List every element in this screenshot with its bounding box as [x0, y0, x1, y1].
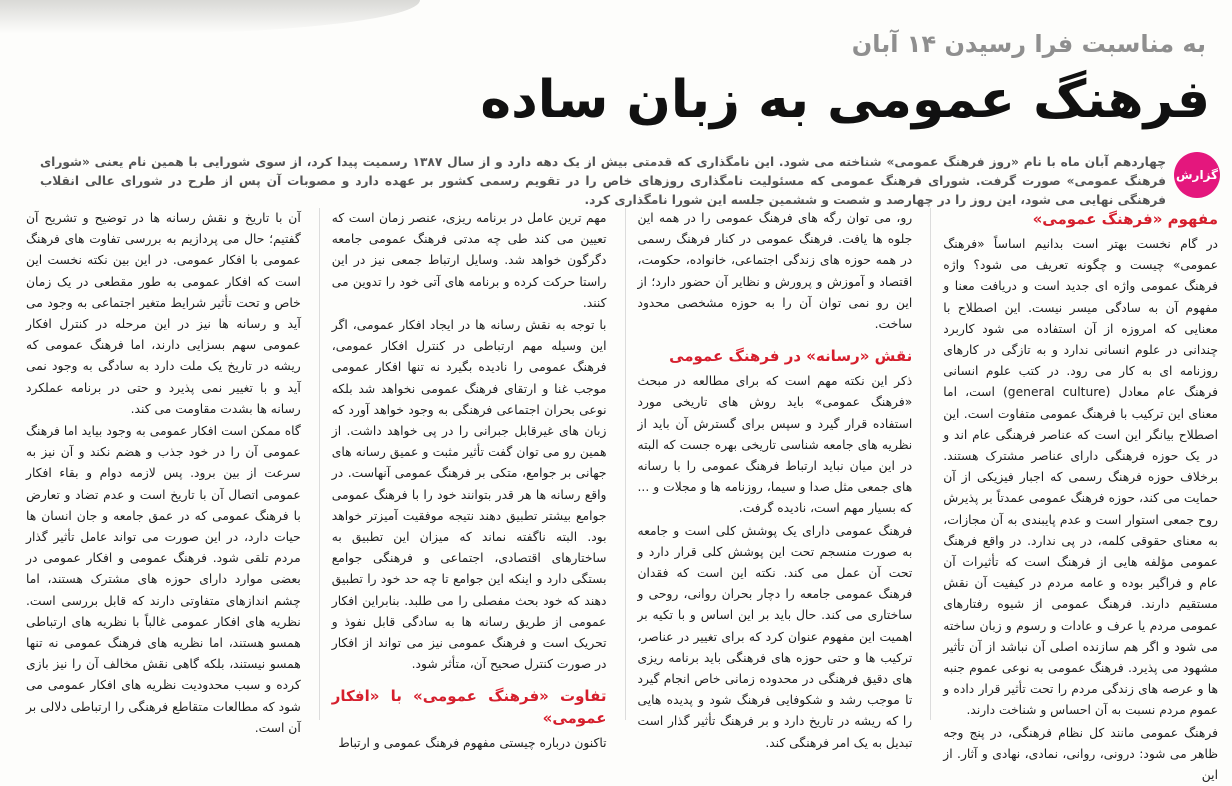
paragraph: گاه ممکن است افکار عمومی به وجود بیاید اما فرهنگ عمومی آن را در خود جذب و هضم نکند و آن نیز به سرعت از بین برود. پس لازمه دوام و بقاء افکار عمومی اتصال آن با تاریخ است و عدم تضاد و تعارض با فرهنگ عمومی که در عمق جامعه و جان انسان ها حیات دارد، در این صورت می تواند عامل تأثیر گذار مردم تلقی شود. فرهنگ عمومی و افکار عمومی در بعضی موارد دارای حوزه های مشترک هستند، اما چشم اندازهای متفاوتی دارند که قابل بررسی است. نظریه های افکار عمومی غالباً با نظریه های ارتباطی همسو هستند، اما نظریه های فرهنگ عمومی نه تنها همسو نیستند، بلکه گاهی نقش مخالف آن را نیز بازی کرده و سبب محدودیت نظریه های افکار عمومی می شود که مطالعات متقاطع فرهنگی را ارتباطی دلالی بر آن است.	[26, 424, 301, 735]
article-column-1	[930, 208, 1218, 783]
paragraph: فرهنگ عمومی دارای یک پوشش کلی است و جامعه به صورت منسجم تحت این پوشش کلی قرار دارد و تحت آن عمل می کند. نکته این است که فقدان فرهنگ عمومی جامعه را دچار بحران روانی، روحی و ساختاری می کند. حال باید بر این اساس و با تکیه بر اهمیت این مفهوم عنوان کرد که برای تغییر در عناصر، ترکیب ها و حتی حوزه های فرهنگی باید برنامه ریزی های دقیق فرهنگی در محدوده زمانی خاص انجام گیرد تا موجب رشد و شکوفایی فرهنگ شود و پدیده هایی را که ریشه در تاریخ دارد و بر فرهنگ تأثیر گذار است تبدیل به یک امر فرهنگی کند.	[637, 523, 913, 750]
paragraph: فرهنگ عمومی مانند کل نظام فرهنگی، در پنج وجه ظاهر می شود: درونی، روانی، نمادی، نهادی و آثار. از این	[943, 725, 1218, 783]
paragraph: رو، می توان رگه های فرهنگ عمومی را در همه این جلوه ها یافت. فرهنگ عمومی در کنار فرهنگ رسمی در همه حوزه های زندگی اجتماعی، خانواده، حکومت، اقتصاد و آموزش و پرورش و نظایر آن حضور دارد؛ از این رو نمی توان آن را به حوزه مشخصی محدود ساخت.	[637, 211, 913, 332]
subheading: نقش «رسانه» در فرهنگ عمومی	[669, 347, 913, 366]
page-fold-shadow	[0, 0, 420, 34]
lead-paragraph: چهاردهم آبان ماه با نام «روز فرهنگ عمومی» شناخته می شود. این نامگذاری که قدمتی بیش از یک دهه دارد و از سال ۱۳۸۷ رسمیت پیدا کرد، از سوی شورایی با همین نام یعنی «شورای فرهنگ عمومی» صورت گرفت. شورای فرهنگ عمومی که مسئولیت نامگذاری روزهای خاص را در تقویم رسمی کشور بر عهده دارد و مصوبات آن پس از طرح در شورای عالی انقلاب فرهنگی نهایی می شود، این روز را در چهارصد و شصت و ششمین جلسه این شورا نامگذاری کرد.	[40, 155, 1166, 207]
article-column-4	[26, 208, 301, 735]
page-title: فرهنگ عمومی به زبان ساده	[480, 70, 1210, 130]
article-column-2	[625, 208, 913, 750]
article-columns	[26, 208, 1218, 783]
paragraph: ذکر این نکته مهم است که برای مطالعه در مبحث «فرهنگ عمومی» باید روش های تاریخی مورد استفاده قرار گیرد و سپس برای گسترش آن باید از نظریه های جامعه شناسی تاریخی بهره جست که البته در این میان نباید ارتباط فرهنگ عمومی را با رسانه های جمعی مثل صدا و سیما، روزنامه ها و مجلات و ... که بسیار مهم است، نادیده گرفت.	[637, 374, 913, 516]
paragraph: آن با تاریخ و نقش رسانه ها در توضیح و تشریح آن گفتیم؛ حال می پردازیم به بررسی تفاوت های فرهنگ عمومی با افکار عمومی. در این بین نکته نخست این است که افکار عمومی به طور مقطعی در یک زمان خاص و تحت تأثیر شرایط متغیر اجتماعی به وجود می آید و رسانه ها نیز در این مرحله در کنترل افکار عمومی سهم بسزایی دارند، اما فرهنگ عمومی که ریشه در تاریخ یک ملت دارد به سادگی به وجود نمی آید و با تغییر نمی پذیرد و حتی در برنامه عملکرد رسانه ها بشدت مقاومت می کند.	[26, 211, 301, 416]
paragraph: با توجه به نقش رسانه ها در ایجاد افکار عمومی، اگر این وسیله مهم ارتباطی در کنترل افکار عمومی، فرهنگ عمومی را نادیده بگیرد نه تنها افکار عمومی موجب غنا و ارتقای فرهنگ عمومی نخواهد شد بلکه نوعی بحران اجتماعی فرهنگی به وجود خواهد آورد که زبان های غیرقابل جبرانی را در پی خواهد داشت. از همین رو می توان گفت تأثیر مثبت و عمیق رسانه های جهانی بر جوامع، متکی بر فرهنگ عمومی آنهاست. در واقع رسانه ها هر قدر بتوانند خود را با فرهنگ عمومی جوامع بیشتر تطبیق دهند نتیجه موفقیت آمیزتر خواهد بود. البته ناگفته نماند که میزان این تطبیق به ساختارهای اقتصادی، اجتماعی و فرهنگی جوامع بستگی دارد و اینکه این جوامع تا چه حد خود را تطبیق دهند که خود بحث مفصلی را می طلبد. بنابراین افکار عمومی از طریق رسانه ها به سادگی قابل نفوذ و تحریک است و فرهنگ عمومی نیز می تواند از افکار در صورت کنترل صحیح آن، متأثر شود.	[331, 318, 607, 672]
paragraph: در گام نخست بهتر است بدانیم اساساً «فرهنگ عمومی» چیست و چگونه تعریف می شود؟ واژه فرهنگ عمومی واژه ای جدید است و دریافت معنا و مفهوم آن به سادگی میسر نیست. این اصطلاح با معنایی که امروزه از آن استفاده می شود کاربرد چندانی در علوم انسانی ندارد و به تازگی در کارهای روزنامه ای به کار می رود. در کتب علوم انسانی فرهنگ عام معادل (general culture) است، اما معنای این ترکیب با فرهنگ عمومی متفاوت است. این اصطلاح بیانگر این است که عناصر فرهنگی عام اند و در یک حوزه فرهنگی دارای عناصر مشترک هستند. برخلاف حوزه فرهنگ رسمی که اجبار فیزیکی از آن حمایت می کند، حوزه فرهنگ عمومی عمدتاً بر پذیرش روح جمعی استوار است و عدم پایبندی به آن مجازات، به معنای حقوقی کلمه، در پی ندارد. در واقع فرهنگ عمومی مؤلفه هایی از فرهنگ است که تأثیرات آن عام و فراگیر بوده و عامه مردم در کیفیت آن نقش مستقیم دارند. فرهنگ عمومی از شیوه رفتارهای عمومی مردم یا عرف و عادات و رسوم و زبان ساخته می شود و اگر هم سازنده اصلی آن نباشد از آن تأثیر مشهود می پذیرد. فرهنگ عمومی به نوعی عموم جنبه ها و عرصه های زندگی مردم را تحت تأثیر قرار داده و عموم مردم نسبت به آن احساس و شناخت دارند.	[943, 237, 1218, 718]
paragraph: مهم ترین عامل در برنامه ریزی، عنصر زمان است که تعیین می کند طی چه مدتی فرهنگ عمومی جامعه دگرگون خواهد شد. وسایل ارتباط جمعی نیز در این راستا حرکت کرده و برنامه های آتی خود را تدوین می کنند.	[331, 211, 607, 310]
paragraph: تاکنون درباره چیستی مفهوم فرهنگ عمومی و ارتباط	[338, 736, 607, 751]
subheading: تفاوت «فرهنگ عمومی» با «افکار عمومی»	[331, 687, 607, 728]
subheading: مفهوم «فرهنگ عمومی»	[1032, 210, 1218, 228]
section-badge: گزارش	[1174, 152, 1220, 198]
kicker: به مناسبت فرا رسیدن ۱۴ آبان	[851, 30, 1206, 58]
article-column-3	[319, 208, 607, 751]
